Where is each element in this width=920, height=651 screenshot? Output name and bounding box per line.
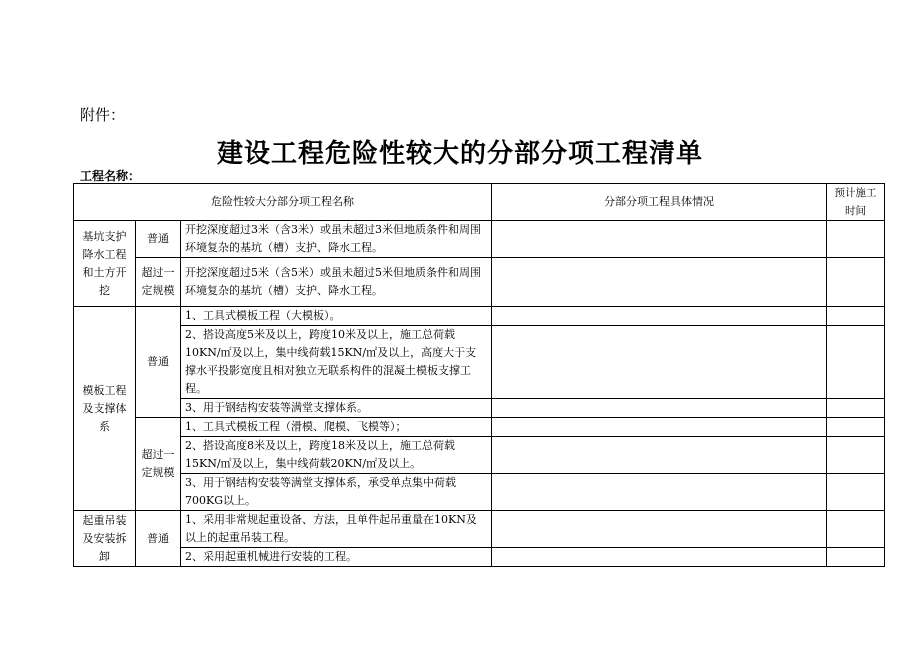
level-ordinary: 普通 bbox=[136, 307, 181, 418]
level-major: 超过一定规模 bbox=[136, 258, 181, 307]
table-row bbox=[74, 418, 885, 437]
project-name-label: 工程名称： bbox=[80, 169, 141, 183]
level-major: 超过一定规模 bbox=[136, 418, 181, 511]
details-cell[interactable] bbox=[492, 258, 827, 307]
category-lifting: 起重吊装及安装拆卸 bbox=[74, 511, 136, 567]
header-time: 预计施工时间 bbox=[827, 184, 885, 221]
level-ordinary: 普通 bbox=[136, 511, 181, 567]
time-cell[interactable] bbox=[827, 326, 885, 399]
details-cell[interactable] bbox=[492, 548, 827, 567]
table-row bbox=[74, 474, 885, 511]
time-cell[interactable] bbox=[827, 418, 885, 437]
table-row bbox=[74, 307, 885, 326]
details-cell[interactable] bbox=[492, 437, 827, 474]
item-description: 2、搭设高度8米及以上，跨度18米及以上，施工总荷载15KN/㎡及以上，集中线荷载20KN/㎡及以上。 bbox=[181, 437, 492, 474]
item-description: 3、用于钢结构安装等满堂支撑体系。 bbox=[181, 399, 492, 418]
details-cell[interactable] bbox=[492, 399, 827, 418]
header-details: 分部分项工程具体情况 bbox=[492, 184, 827, 221]
time-cell[interactable] bbox=[827, 511, 885, 548]
page-title: 建设工程危险性较大的分部分项工程清单 bbox=[216, 139, 703, 169]
time-cell[interactable] bbox=[827, 399, 885, 418]
item-description: 1、工具式模板工程（滑模、爬模、飞模等）； bbox=[181, 418, 492, 437]
item-description: 2、搭设高度5米及以上，跨度10米及以上，施工总荷载10KN/㎡及以上，集中线荷载15KN/㎡及以上，高度大于支撑水平投影宽度且相对独立无联系构件的混凝土模板支撑工程。 bbox=[181, 326, 492, 399]
details-cell[interactable] bbox=[492, 474, 827, 511]
time-cell[interactable] bbox=[827, 258, 885, 307]
time-cell[interactable] bbox=[827, 221, 885, 258]
time-cell[interactable] bbox=[827, 548, 885, 567]
details-cell[interactable] bbox=[492, 307, 827, 326]
details-cell[interactable] bbox=[492, 511, 827, 548]
item-description: 1、工具式模板工程（大模板）。 bbox=[181, 307, 492, 326]
item-description: 开挖深度超过3米（含3米）或虽未超过3米但地质条件和周围环境复杂的基坑（槽）支护、降水工程。 bbox=[181, 221, 492, 258]
table-row bbox=[74, 548, 885, 567]
item-description: 开挖深度超过5米（含5米）或虽未超过5米但地质条件和周围环境复杂的基坑（槽）支护、降水工程。 bbox=[181, 258, 492, 307]
details-cell[interactable] bbox=[492, 418, 827, 437]
item-description: 2、采用起重机械进行安装的工程。 bbox=[181, 548, 492, 567]
table-row bbox=[74, 437, 885, 474]
details-cell[interactable] bbox=[492, 326, 827, 399]
table-row bbox=[74, 511, 885, 548]
hazard-list-table bbox=[73, 183, 885, 567]
annex-label: 附件： bbox=[80, 106, 126, 124]
item-description: 1、采用非常规起重设备、方法，且单件起吊重量在10KN及以上的起重吊装工程。 bbox=[181, 511, 492, 548]
table-row bbox=[74, 221, 885, 258]
table-row bbox=[74, 258, 885, 307]
category-excavation: 基坑支护降水工程和土方开挖 bbox=[74, 221, 136, 307]
table-header-row bbox=[74, 184, 885, 221]
time-cell[interactable] bbox=[827, 437, 885, 474]
level-ordinary: 普通 bbox=[136, 221, 181, 258]
header-name: 危险性较大分部分项工程名称 bbox=[74, 184, 492, 221]
time-cell[interactable] bbox=[827, 474, 885, 511]
category-formwork: 模板工程及支撑体系 bbox=[74, 307, 136, 511]
table-row bbox=[74, 399, 885, 418]
table-row bbox=[74, 326, 885, 399]
time-cell[interactable] bbox=[827, 307, 885, 326]
details-cell[interactable] bbox=[492, 221, 827, 258]
item-description: 3、用于钢结构安装等满堂支撑体系，承受单点集中荷载700KG以上。 bbox=[181, 474, 492, 511]
